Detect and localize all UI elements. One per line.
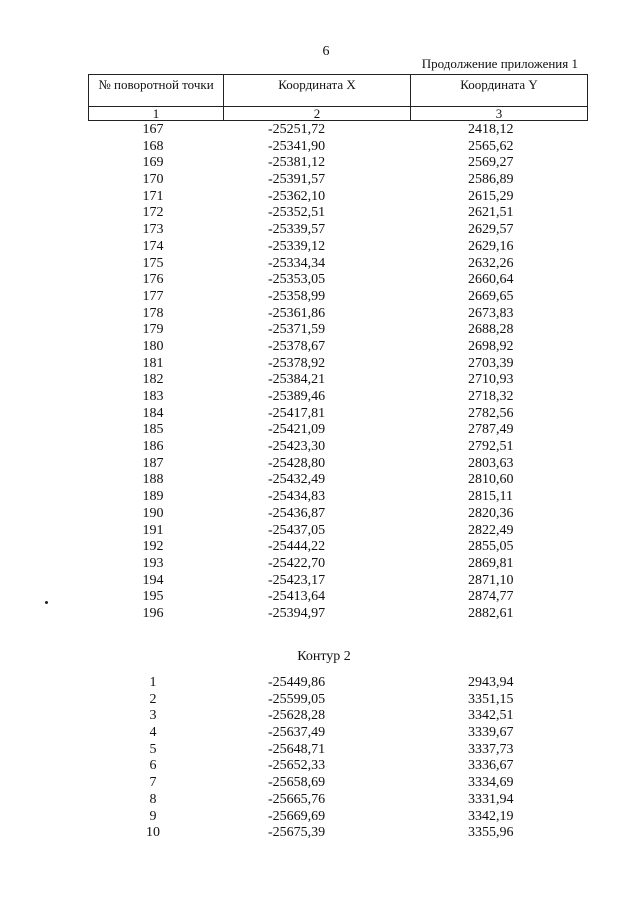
coordinate-x: -25394,97 [268, 605, 326, 621]
coordinate-y: 3331,94 [468, 791, 514, 807]
point-number: 173 [142, 222, 164, 238]
coordinate-y: 2698,92 [468, 338, 514, 354]
table-row [0, 406, 640, 423]
coordinate-y: 2787,49 [468, 422, 514, 438]
coordinate-x: -25449,86 [268, 675, 326, 690]
point-number: 172 [142, 205, 164, 221]
point-number: 185 [142, 422, 164, 438]
coordinate-y: 2869,81 [468, 555, 514, 571]
table-row [0, 272, 640, 289]
table-row [0, 825, 640, 842]
point-number: 189 [142, 489, 164, 505]
coordinate-y: 3351,15 [468, 691, 514, 707]
table-row [0, 809, 640, 826]
coordinate-x: -25334,34 [268, 255, 326, 271]
point-number: 187 [142, 455, 164, 471]
table-row [0, 692, 640, 709]
point-number: 182 [142, 372, 164, 388]
contour-2-label: Контур 2 [297, 649, 351, 664]
table-row [0, 742, 640, 759]
coordinate-x: -25353,05 [268, 272, 326, 288]
coordinate-x: -25384,21 [268, 372, 326, 388]
coordinate-x: -25658,69 [268, 775, 326, 791]
header-column-number-2: 2 [224, 107, 411, 121]
table-row [0, 792, 640, 809]
header-coordinate-y: Координата Y [411, 75, 588, 107]
coordinate-y: 2882,61 [468, 605, 514, 621]
coordinate-y: 2822,49 [468, 522, 514, 538]
table-row [0, 222, 640, 239]
table-row [0, 372, 640, 389]
coordinates-table-header [88, 74, 588, 121]
coordinate-y: 2688,28 [468, 322, 514, 338]
coordinate-x: -25371,59 [268, 322, 326, 338]
table-row [0, 472, 640, 489]
table-row [0, 339, 640, 356]
coordinate-y: 2565,62 [468, 138, 514, 154]
table-row [0, 708, 640, 725]
table-row [0, 139, 640, 156]
coordinate-y: 2943,94 [468, 675, 514, 690]
coordinate-y: 2569,27 [468, 155, 514, 171]
table-row [0, 289, 640, 306]
table-row [0, 306, 640, 323]
coordinate-y: 2803,63 [468, 455, 514, 471]
coordinate-y: 2669,65 [468, 288, 514, 304]
point-number: 3 [149, 708, 157, 724]
table-row [0, 205, 640, 222]
coordinate-x: -25648,71 [268, 741, 326, 757]
point-number: 188 [142, 472, 164, 488]
coordinate-y: 2586,89 [468, 172, 514, 188]
table-row [0, 456, 640, 473]
point-number: 183 [142, 389, 164, 404]
point-number: 1 [149, 675, 157, 690]
coordinate-x: -25437,05 [268, 522, 326, 538]
point-number: 184 [142, 405, 164, 421]
coordinate-x: -25341,90 [268, 138, 326, 154]
header-numbering-row [89, 107, 588, 121]
header-column-number-3: 3 [411, 107, 588, 121]
coordinate-x: -25417,81 [268, 405, 326, 421]
coordinate-y: 2418,12 [468, 122, 514, 137]
coordinate-y: 2782,56 [468, 405, 514, 421]
point-number: 179 [142, 322, 164, 338]
point-number: 196 [142, 605, 164, 621]
coordinate-y: 2673,83 [468, 305, 514, 321]
point-number: 174 [142, 238, 164, 254]
point-number: 169 [142, 155, 164, 171]
table-row [0, 489, 640, 506]
point-number: 195 [142, 589, 164, 605]
coordinate-y: 2718,32 [468, 389, 514, 404]
coordinate-y: 2874,77 [468, 589, 514, 605]
coordinate-y: 2871,10 [468, 572, 514, 588]
coordinate-y: 2810,60 [468, 472, 514, 488]
coordinate-y: 2629,16 [468, 238, 514, 254]
table-row [0, 606, 640, 623]
contour-1-rows [0, 122, 640, 623]
table-row [0, 122, 640, 139]
point-number: 186 [142, 439, 164, 455]
table-row [0, 322, 640, 339]
point-number: 168 [142, 138, 164, 154]
coordinate-x: -25421,09 [268, 422, 326, 438]
table-row [0, 725, 640, 742]
point-number: 181 [142, 355, 164, 371]
point-number: 10 [146, 825, 160, 841]
coordinate-y: 2615,29 [468, 188, 514, 204]
point-number: 171 [142, 188, 164, 204]
coordinate-x: -25413,64 [268, 589, 326, 605]
table-row [0, 589, 640, 606]
point-number: 191 [142, 522, 164, 538]
table-row [0, 573, 640, 590]
coordinate-x: -25652,33 [268, 758, 326, 774]
coordinate-y: 3355,96 [468, 825, 514, 841]
point-number: 7 [149, 775, 157, 791]
point-number: 8 [149, 791, 157, 807]
table-row [0, 539, 640, 556]
point-number: 176 [142, 272, 164, 288]
header-coordinate-x: Координата X [224, 75, 411, 107]
coordinate-y: 3342,19 [468, 808, 514, 824]
coordinate-y: 2660,64 [468, 272, 514, 288]
coordinate-x: -25436,87 [268, 505, 326, 521]
coordinate-y: 2710,93 [468, 372, 514, 388]
table-row [0, 775, 640, 792]
header-point-number: № поворотной точки [89, 75, 224, 107]
coordinate-y: 2632,26 [468, 255, 514, 271]
point-number: 6 [149, 758, 157, 774]
coordinate-y: 2621,51 [468, 205, 514, 221]
coordinate-x: -25628,28 [268, 708, 326, 724]
coordinate-x: -25378,92 [268, 355, 326, 371]
coordinate-y: 3336,67 [468, 758, 514, 774]
coordinate-x: -25665,76 [268, 791, 326, 807]
table-row [0, 506, 640, 523]
contour-2-rows [0, 675, 640, 842]
coordinate-x: -25422,70 [268, 555, 326, 571]
coordinate-y: 3339,67 [468, 725, 514, 741]
point-number: 9 [149, 808, 157, 824]
coordinate-x: -25434,83 [268, 489, 326, 505]
coordinate-x: -25362,10 [268, 188, 326, 204]
coordinate-y: 2815,11 [468, 489, 513, 505]
coordinate-x: -25428,80 [268, 455, 326, 471]
coordinate-x: -25423,17 [268, 572, 326, 588]
coordinate-y: 3337,73 [468, 741, 514, 757]
coordinate-x: -25599,05 [268, 691, 326, 707]
coordinate-y: 2792,51 [468, 439, 514, 455]
coordinate-y: 2629,57 [468, 222, 514, 238]
table-row [0, 523, 640, 540]
table-row [0, 155, 640, 172]
coordinate-x: -25444,22 [268, 539, 326, 555]
coordinate-y: 2820,36 [468, 505, 514, 521]
point-number: 192 [142, 539, 164, 555]
coordinate-y: 2855,05 [468, 539, 514, 555]
table-row [0, 389, 640, 406]
coordinate-x: -25339,12 [268, 238, 326, 254]
coordinate-x: -25361,86 [268, 305, 326, 321]
point-number: 2 [149, 691, 157, 707]
table-row [0, 422, 640, 439]
continuation-note: Продолжение приложения 1 [421, 56, 578, 71]
coordinate-x: -25339,57 [268, 222, 326, 238]
coordinate-x: -25352,51 [268, 205, 326, 221]
point-number: 167 [142, 122, 164, 137]
table-row [0, 256, 640, 273]
table-row [0, 239, 640, 256]
point-number: 175 [142, 255, 164, 271]
coordinate-y: 3342,51 [468, 708, 514, 724]
header-column-number-1: 1 [89, 107, 224, 121]
coordinate-x: -25381,12 [268, 155, 326, 171]
coordinate-x: -25378,67 [268, 338, 326, 354]
coordinate-y: 3334,69 [468, 775, 514, 791]
table-row [0, 758, 640, 775]
point-number: 194 [142, 572, 164, 588]
coordinate-x: -25389,46 [268, 389, 326, 404]
header-row [89, 75, 588, 107]
table-row [0, 172, 640, 189]
coordinate-x: -25251,72 [268, 122, 326, 137]
scan-speck [45, 601, 48, 604]
coordinate-x: -25432,49 [268, 472, 326, 488]
coordinate-y: 2703,39 [468, 355, 514, 371]
table-row [0, 189, 640, 206]
coordinate-x: -25358,99 [268, 288, 326, 304]
coordinate-x: -25423,30 [268, 439, 326, 455]
point-number: 178 [142, 305, 164, 321]
point-number: 177 [142, 288, 164, 304]
point-number: 170 [142, 172, 164, 188]
point-number: 193 [142, 555, 164, 571]
page-number: 6 [322, 44, 330, 59]
point-number: 190 [142, 505, 164, 521]
table-row [0, 356, 640, 373]
point-number: 180 [142, 338, 164, 354]
point-number: 4 [149, 725, 157, 741]
coordinate-x: -25675,39 [268, 825, 326, 841]
coordinate-x: -25669,69 [268, 808, 326, 824]
table-row [0, 439, 640, 456]
point-number: 5 [149, 741, 157, 757]
coordinate-x: -25637,49 [268, 725, 326, 741]
table-row [0, 556, 640, 573]
coordinate-x: -25391,57 [268, 172, 326, 188]
table-row [0, 675, 640, 692]
